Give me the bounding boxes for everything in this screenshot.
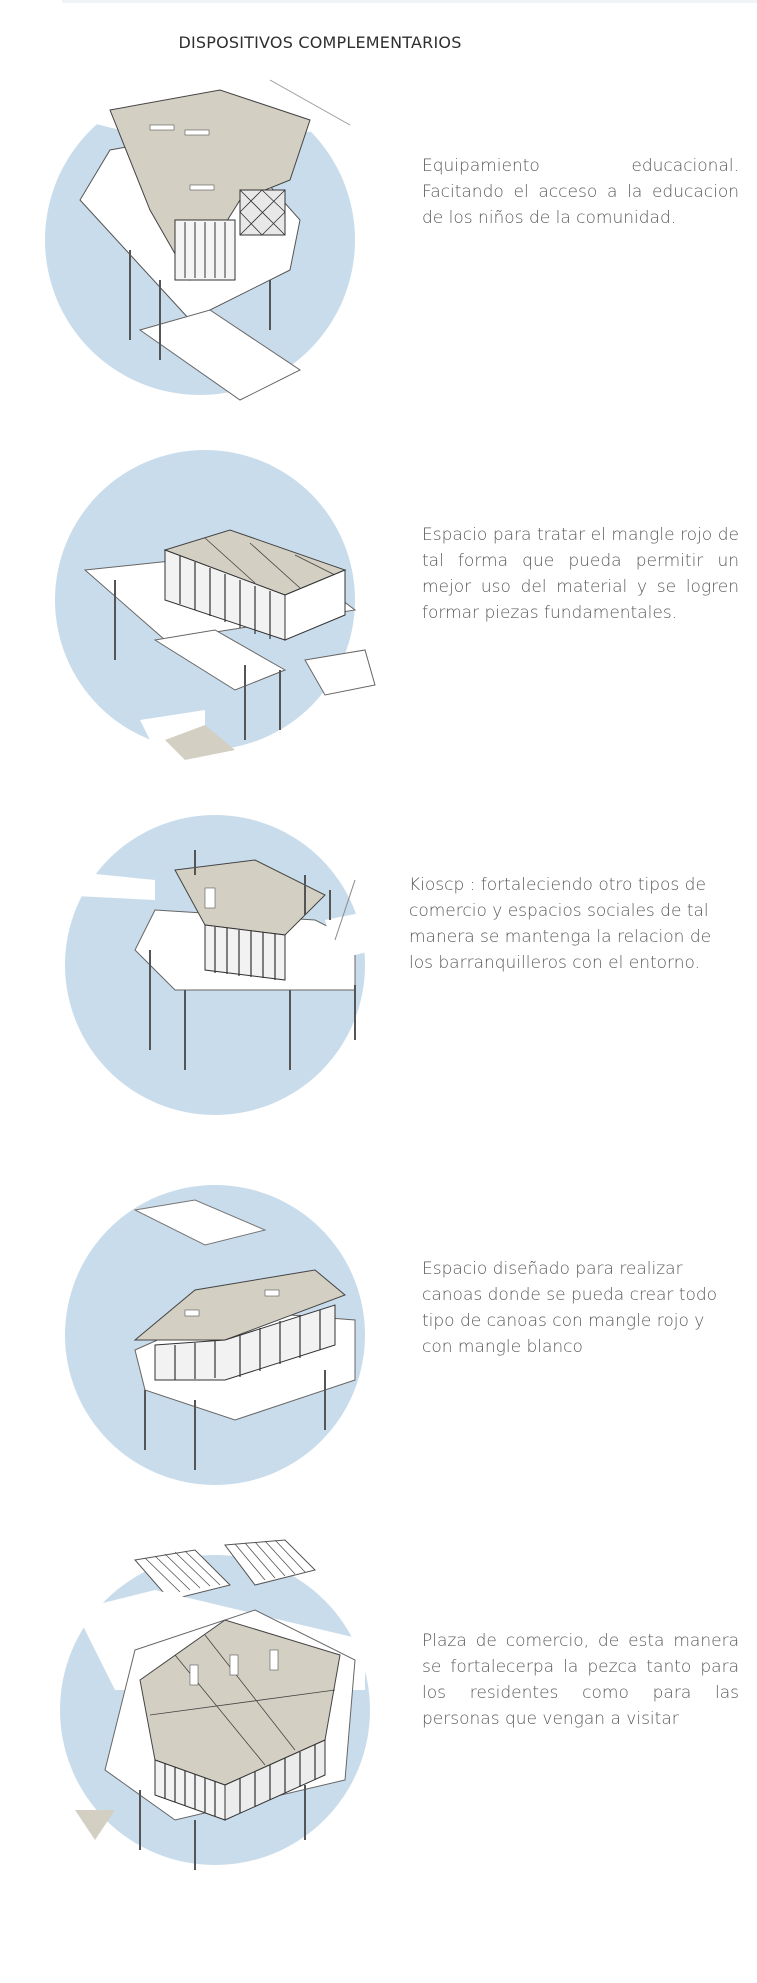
page-title: DISPOSITIVOS COMPLEMENTARIOS [178, 33, 462, 52]
commerce-plaza-illustration [55, 1530, 375, 1880]
educational-building-illustration [40, 70, 380, 410]
educational-description: Equipamiento educacional. Facitando el acceso a la educacion de los niños de la comunidad. [422, 156, 739, 228]
mangrove-workshop-description: Espacio para tratar el mangle rojo de tal forma que pueda permitir un mejor uso del material y se logren formar piezas fundamentales. [422, 525, 739, 623]
kiosk-description: Kioscp : fortaleciendo otro tipos de comercio y espacios sociales de tal manera se mantenga la relacion de los barranquilleros con el entorno. [409, 875, 712, 973]
kiosk-illustration [55, 800, 375, 1140]
canoe-workshop-description: Espacio diseñado para realizar canoas donde se pueda crear todo tipo de canoas con mangle rojo y con mangle blanco [422, 1259, 718, 1357]
canoe-workshop-illustration [55, 1170, 375, 1500]
top-rule [62, 0, 757, 3]
commerce-plaza-description: Plaza de comercio, de esta manera se fortalecerpa la pezca tanto para los residentes como para las personas que vengan a visitar [422, 1631, 739, 1729]
mangrove-workshop-illustration [55, 440, 375, 770]
